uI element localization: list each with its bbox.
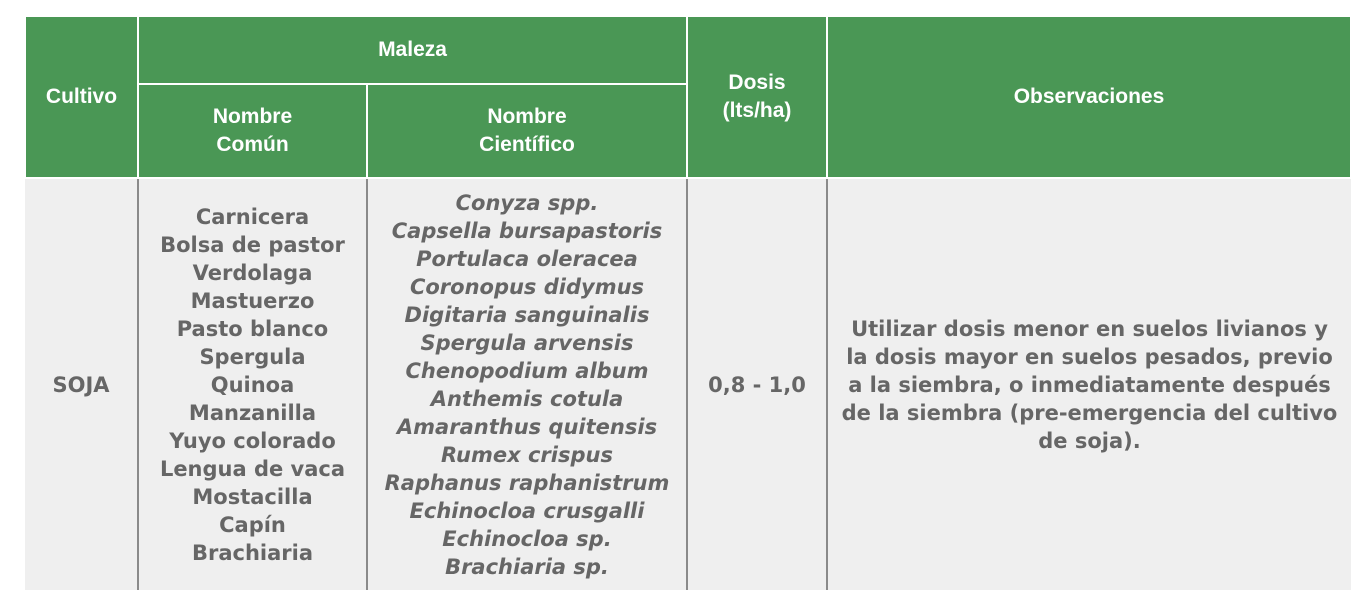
header-nombre-cientifico-line-2: Científico <box>479 133 575 156</box>
list-item-nombre-comun: Yuyo colorado <box>169 428 336 453</box>
list-item-nombre-comun: Quinoa <box>210 372 295 397</box>
cell-dosis: 0,8 - 1,0 <box>687 178 827 590</box>
list-item-nombre-cientifico: Amaranthus quitensis <box>396 414 658 439</box>
list-item-nombre-comun: Manzanilla <box>188 400 317 425</box>
list-item-nombre-cientifico: Chenopodium album <box>405 358 649 383</box>
cell-nombres-comunes <box>138 178 367 590</box>
list-item-nombre-comun: Bolsa de pastor <box>160 232 345 257</box>
list-item-nombre-comun: Pasto blanco <box>176 316 329 341</box>
list-item-nombre-cientifico: Capsella bursapastoris <box>391 218 663 243</box>
header-observaciones: Observaciones <box>827 16 1351 178</box>
list-item-nombre-comun: Carnicera <box>195 204 310 229</box>
header-nombre-cientifico <box>367 84 687 178</box>
list-item-nombre-comun: Lengua de vaca <box>159 456 346 481</box>
cell-nombres-cientificos <box>367 178 687 590</box>
list-item-nombre-cientifico: Raphanus raphanistrum <box>384 470 670 495</box>
header-maleza: Maleza <box>138 16 687 84</box>
header-nombre-cientifico-line-1: Nombre <box>487 105 567 128</box>
header-row-top <box>25 16 1351 84</box>
list-item-nombre-comun: Spergula <box>199 344 306 369</box>
list-item-nombre-comun: Verdolaga <box>192 260 313 285</box>
header-dosis <box>687 16 827 178</box>
header-dosis-line-2: (lts/ha) <box>722 99 792 122</box>
list-item-nombre-cientifico: Echinocloa crusgalli <box>409 498 645 523</box>
table-row <box>25 178 1351 590</box>
list-item-nombre-cientifico: Conyza spp. <box>455 190 599 215</box>
list-item-nombre-cientifico: Digitaria sanguinalis <box>404 302 650 327</box>
observaciones-text: Utilizar dosis menor en suelos livianos y la dosis mayor en suelos pesados, previo a la siembra, o inmediatamente después de la siembra (pre-emergencia del cultivo de soja). <box>841 316 1338 453</box>
list-item-nombre-cientifico: Brachiaria sp. <box>445 554 609 579</box>
header-nombre-comun-line-1: Nombre <box>212 105 293 128</box>
header-dosis-line-1: Dosis <box>728 71 786 94</box>
header-cultivo: Cultivo <box>25 16 138 178</box>
header-nombre-comun <box>138 84 367 178</box>
list-item-nombre-cientifico: Rumex crispus <box>441 442 613 467</box>
cell-cultivo: SOJA <box>25 178 138 590</box>
herbicide-table <box>24 15 1352 590</box>
cell-observaciones <box>827 178 1351 590</box>
herbicide-table-container <box>24 15 1350 590</box>
list-item-nombre-comun: Mostacilla <box>192 484 313 509</box>
list-item-nombre-cientifico: Echinocloa sp. <box>442 526 612 551</box>
header-nombre-comun-line-2: Común <box>216 133 289 156</box>
list-item-nombre-comun: Brachiaria <box>191 540 314 565</box>
list-item-nombre-comun: Capín <box>219 512 286 537</box>
list-item-nombre-cientifico: Portulaca oleracea <box>416 246 638 271</box>
list-item-nombre-cientifico: Spergula arvensis <box>420 330 634 355</box>
list-item-nombre-cientifico: Anthemis cotula <box>430 386 624 411</box>
list-item-nombre-cientifico: Coronopus didymus <box>409 274 645 299</box>
list-item-nombre-comun: Mastuerzo <box>190 288 315 313</box>
